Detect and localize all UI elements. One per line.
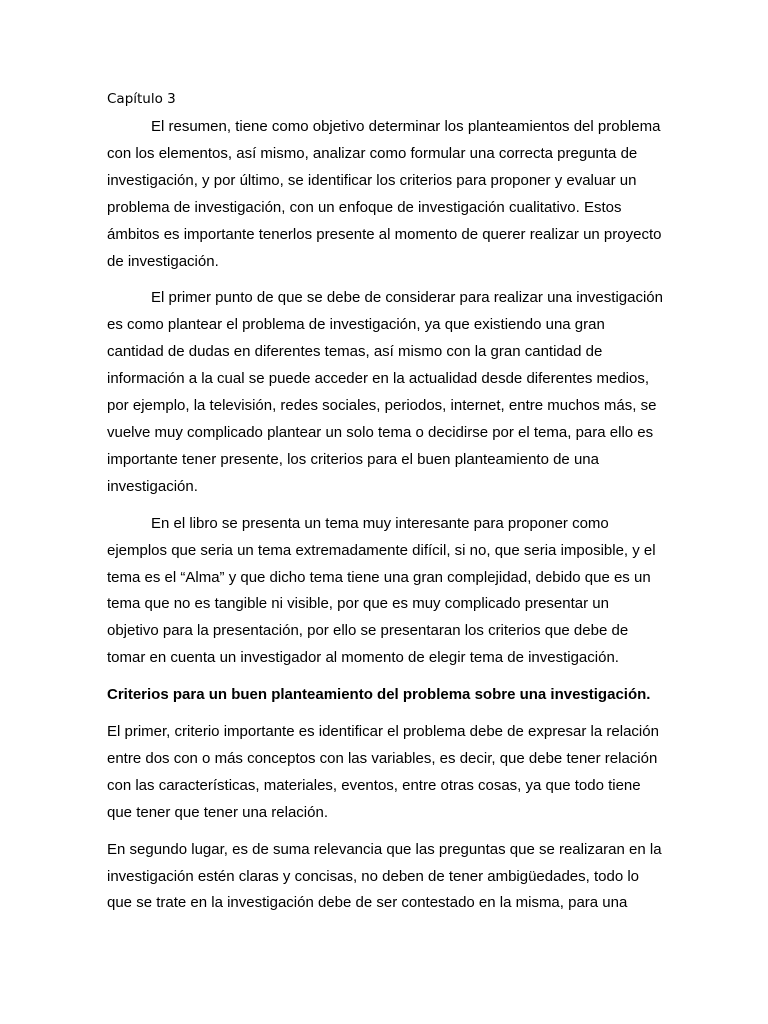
- paragraph-first-criterion: El primer, criterio importante es identificar el problema debe de expresar la relación entre dos con o más conceptos con las variables, es decir, que debe tener relación con las características, materiales, eventos, entre otras cosas, ya que todo tiene que tener que tener una relación.: [107, 723, 659, 821]
- paragraph-second-criterion: En segundo lugar, es de suma relevancia que las preguntas que se realizaran en la investigación estén claras y concisas, no deben de tener ambigüedades, todo lo que se trate en la investigación debe de ser contestado en la misma, para una: [107, 840, 662, 912]
- paragraph-first-point: El primer punto de que se debe de considerar para realizar una investigación es como plantear el problema de investigación, ya que existiendo una gran cantidad de dudas en diferentes temas, así mismo con la gran cantidad de información a la cual se puede acceder en la actualidad desde diferentes medios, por ejemplo, la televisión, redes sociales, periodos, internet, entre muchos más, se vuelve muy complicado plantear un solo tema o decidirse por el tema, para ello es importante tener presente, los criterios para el buen planteamiento de una investigación.: [107, 289, 663, 495]
- paragraph-summary: El resumen, tiene como objetivo determinar los planteamientos del problema con los elementos, así mismo, analizar como formular una correcta pregunta de investigación, y por último, se identificar los criterios para proponer y evaluar un problema de investigación, con un enfoque de investigación cualitativo. Estos ámbitos es importante tenerlos presente al momento de querer realizar un proyecto de investigación.: [107, 118, 662, 270]
- section-heading: Criterios para un buen planteamiento del problema sobre una investigación.: [107, 686, 651, 704]
- document-page: [107, 88, 663, 927]
- paragraph-book-example: En el libro se presenta un tema muy interesante para proponer como ejemplos que seria un tema extremadamente difícil, si no, que seria imposible, y el tema es el “Alma” y que dicho tema tiene una gran complejidad, debido que es un tema que no es tangible ni visible, por que es muy complicado presentar un objetivo para la presentación, por ello se presentaran los criterios que debe de tomar en cuenta un investigador al momento de elegir tema de investigación.: [107, 514, 656, 667]
- chapter-label: Capítulo 3: [107, 91, 176, 107]
